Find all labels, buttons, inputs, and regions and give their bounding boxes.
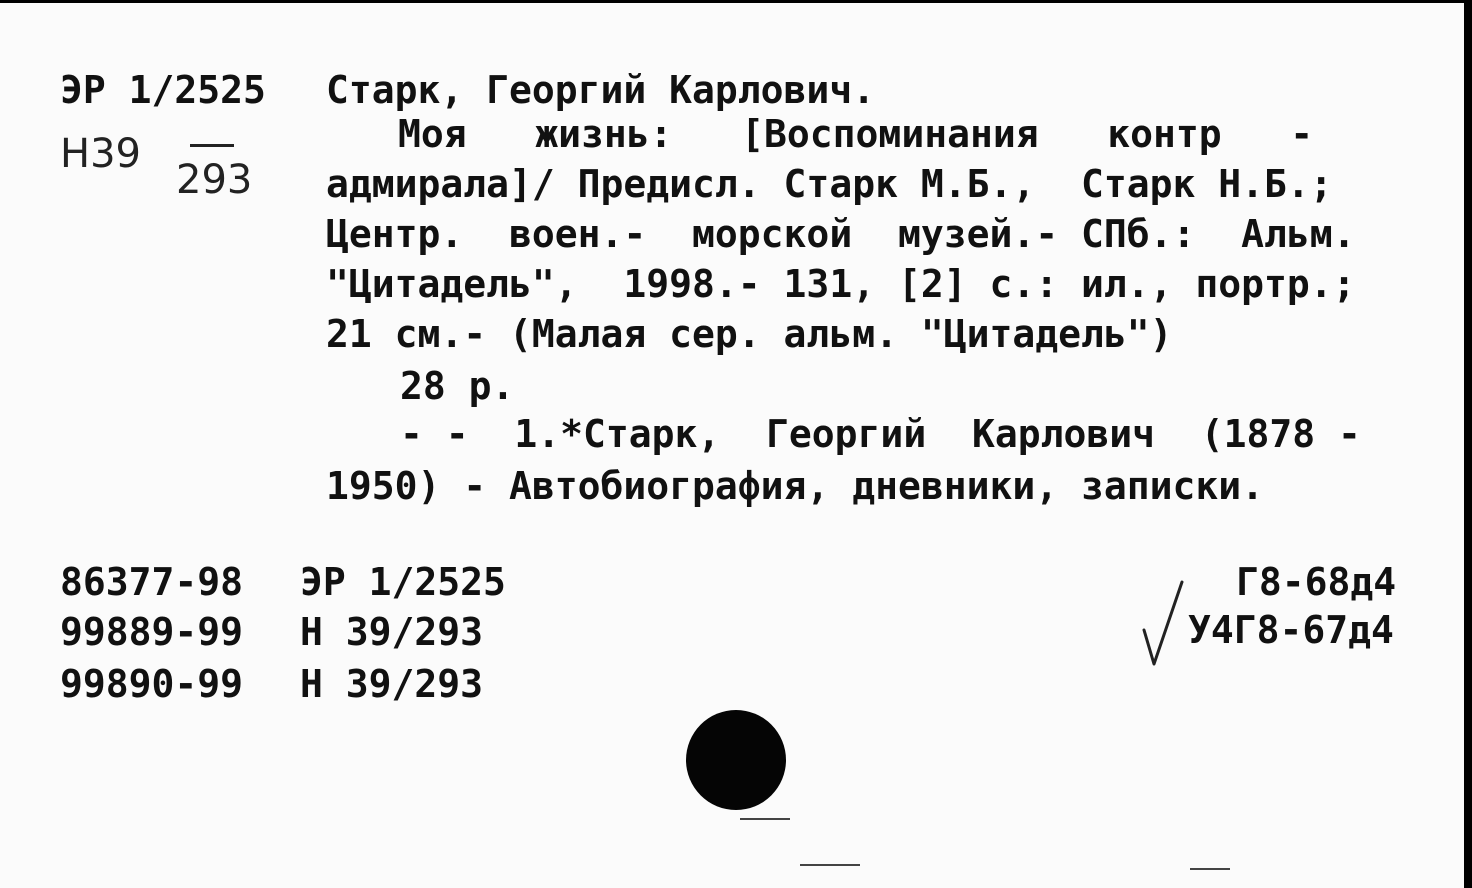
entry-author-heading: Старк, Георгий Карлович. bbox=[326, 68, 876, 112]
inventory-number: 99889-99 bbox=[60, 610, 244, 654]
punch-hole bbox=[686, 710, 786, 810]
call-number: ЭР 1/2525 bbox=[60, 68, 266, 112]
card-edge-right bbox=[1464, 0, 1472, 888]
entry-line: 21 см.- (Малая сер. альм. "Цитадель") bbox=[326, 312, 1173, 356]
inventory-shelf: Н 39/293 bbox=[300, 662, 484, 706]
entry-title-line: Моя жизнь: [Воспоминания контр - bbox=[398, 112, 1314, 156]
scan-artifact bbox=[800, 864, 860, 866]
entry-price: 28 р. bbox=[400, 364, 515, 408]
handwritten-denominator: 293 bbox=[176, 157, 253, 203]
inventory-shelf: ЭР 1/2525 bbox=[300, 560, 506, 604]
inventory-number: 86377-98 bbox=[60, 560, 244, 604]
inventory-number: 99890-99 bbox=[60, 662, 244, 706]
entry-line: адмирала]/ Предисл. Старк М.Б., Старк Н.Б.; bbox=[326, 162, 1333, 206]
inventory-shelf: Н 39/293 bbox=[300, 610, 484, 654]
entry-subject-line: 1950) - Автобиография, дневники, записки. bbox=[326, 464, 1264, 508]
card-edge-top bbox=[0, 0, 1472, 3]
entry-subject-line: - - 1.*Старк, Георгий Карлович (1878 - bbox=[400, 412, 1361, 456]
scan-artifact bbox=[740, 818, 790, 820]
scan-artifact bbox=[1190, 868, 1230, 870]
handwritten-prefix: Н39 bbox=[60, 131, 141, 177]
entry-line: Центр. воен.- морской музей.- СПб.: Альм. bbox=[326, 212, 1356, 256]
entry-line: "Цитадель", 1998.- 131, [2] с.: ил., портр.; bbox=[326, 262, 1356, 306]
classification-code: У4Г8-67д4 bbox=[1188, 608, 1394, 652]
check-mark-icon bbox=[1140, 580, 1190, 670]
fraction-bar bbox=[190, 144, 234, 147]
classification-code: Г8-68д4 bbox=[1236, 560, 1397, 604]
